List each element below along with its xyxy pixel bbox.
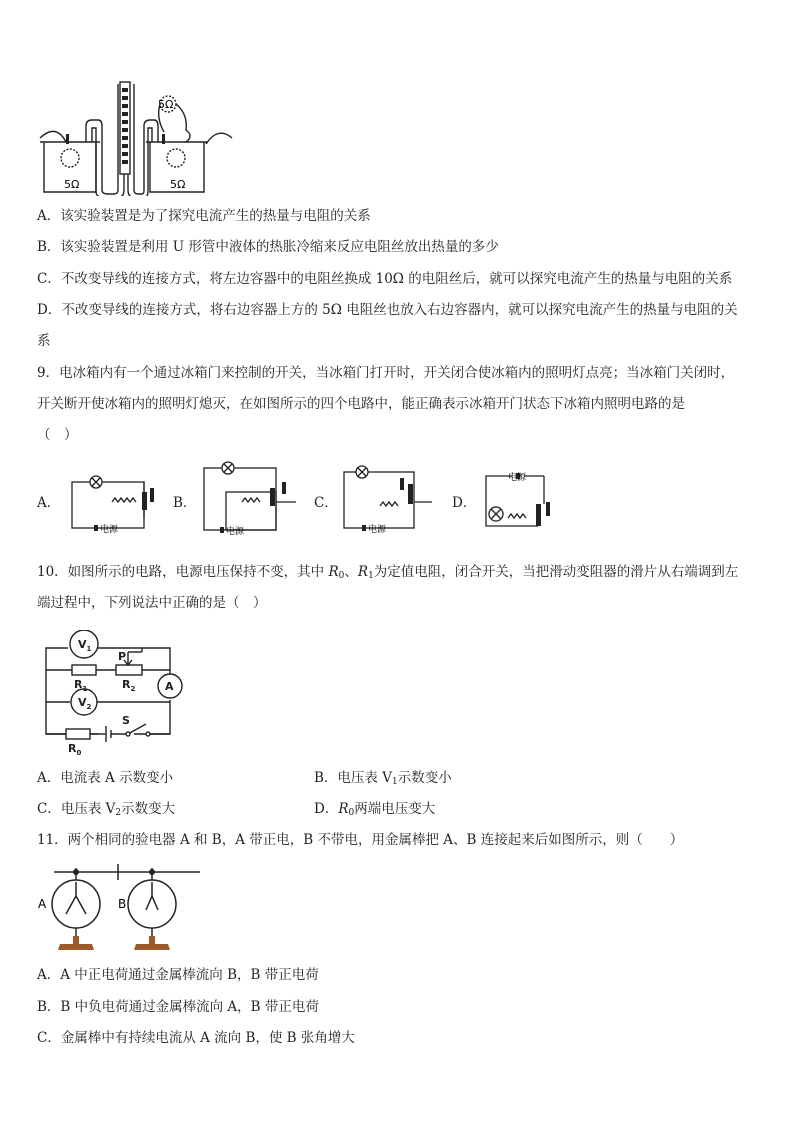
q8-top-resistor-label: 5Ω xyxy=(158,98,174,111)
q8-option-d-line1: D．不改变导线的连接方式，将右边容器上方的 5Ω 电阻丝也放入右边容器内，就可以探究电流产生的热量与电阻的关 xyxy=(37,302,738,318)
q8-option-a: A．该实验装置是为了探究电流产生的热量与电阻的关系 xyxy=(37,208,371,224)
q10-r2-label: R xyxy=(122,678,131,691)
q10-stem1-r1: R xyxy=(357,564,369,580)
q10-v1-sub: 1 xyxy=(86,645,92,653)
q10-ammeter-label: A xyxy=(165,680,174,693)
q10-option-d-r: R xyxy=(338,801,349,817)
q10-option-d-b: 两端电压变大 xyxy=(354,801,436,817)
q10-r2-sub: 2 xyxy=(130,685,136,693)
q10-stem1-b: 为定值电阻，闭合开关，当把滑动变阻器的滑片从右端调到左 xyxy=(373,564,739,580)
q9-stem-line2: 开关断开使冰箱内的照明灯熄灭，在如图所示的四个电路中，能正确表示冰箱开门状态下冰箱内照明电路的是 xyxy=(37,396,685,412)
q10-circuit-figure xyxy=(38,630,188,758)
q10-option-c-a: C．电压表 V xyxy=(37,801,116,817)
q11-stem: 11．两个相同的验电器 A 和 B，A 带正电，B 不带电，用金属棒把 A、B 连接起来后如图所示，则（ ） xyxy=(37,832,684,848)
q9-a-power-label: 电源 xyxy=(100,525,119,535)
q10-stem-line1 xyxy=(37,562,738,586)
q9-circuit-b xyxy=(200,458,300,538)
q9-label-b: B． xyxy=(173,495,197,511)
q10-option-b xyxy=(314,768,452,792)
q9-c-power-label: 电源 xyxy=(368,525,387,535)
q10-option-d-sub: 0 xyxy=(348,808,355,818)
q10-stem-line2: 端过程中，下列说法中正确的是（ ） xyxy=(37,595,267,611)
q8-option-c: C．不改变导线的连接方式，将左边容器中的电阻丝换成 10Ω 的电阻丝后，就可以探究电流产生的热量与电阻的关系 xyxy=(37,271,733,287)
q10-option-b-b: 示数变小 xyxy=(397,770,452,786)
q9-label-d: D． xyxy=(452,495,477,511)
q10-r1-label: R xyxy=(74,678,83,691)
q10-option-c-sub: 2 xyxy=(115,808,122,818)
q10-p-label: P xyxy=(118,650,127,663)
q10-r0-sub: 0 xyxy=(76,749,82,757)
q10-option-c-b: 示数变大 xyxy=(121,801,176,817)
q10-r1-sub: 1 xyxy=(82,685,88,693)
q10-option-a: A．电流表 A 示数变小 xyxy=(37,770,174,786)
q10-s-label: S xyxy=(122,714,130,727)
q8-option-d-line2: 系 xyxy=(37,333,51,349)
q10-stem1-r1-sub: 1 xyxy=(368,571,374,581)
q9-stem-line1: 9．电冰箱内有一个通过冰箱门来控制的开关，当冰箱门打开时，开关闭合使冰箱内的照明灯点亮；当冰箱门关闭时， xyxy=(37,365,735,381)
q9-circuit-d xyxy=(478,466,578,536)
q10-stem1-a: 10．如图所示的电路，电源电压保持不变，其中 xyxy=(37,564,329,580)
q9-b-power-label: 电源 xyxy=(226,527,245,537)
q9-label-a: A． xyxy=(37,495,61,511)
q10-option-d-a: D． xyxy=(314,801,339,817)
q11-label-b: B xyxy=(118,897,127,911)
q9-circuit-a xyxy=(68,468,168,538)
q10-v2-label: V xyxy=(78,696,87,709)
q10-option-d xyxy=(314,799,435,823)
q9-label-c: C． xyxy=(314,495,338,511)
q8-joule-heating-figure xyxy=(36,78,236,196)
q10-stem1-r0: R xyxy=(328,564,339,580)
q10-v1-label: V xyxy=(78,638,87,651)
svg-text:R0 xyxy=(68,742,81,757)
q8-right-resistor-label: 5Ω xyxy=(170,178,186,191)
q11-electroscope-figure xyxy=(36,858,216,958)
q11-label-a: A xyxy=(38,897,47,911)
q11-option-b: B．B 中负电荷通过金属棒流向 A，B 带正电荷 xyxy=(37,999,319,1015)
svg-text:R1 xyxy=(74,678,87,693)
q8-left-resistor-label: 5Ω xyxy=(64,178,80,191)
q9-stem-line3: （ ） xyxy=(37,427,78,443)
q10-stem1-sep: 、 xyxy=(344,564,358,580)
q10-stem1-r0-sub: 0 xyxy=(338,571,345,581)
q10-v2-sub: 2 xyxy=(86,703,92,711)
svg-text:R2 xyxy=(122,678,135,693)
q8-option-b: B．该实验装置是利用 U 形管中液体的热胀冷缩来反应电阻丝放出热量的多少 xyxy=(37,239,499,255)
q10-option-b-sub: 1 xyxy=(391,777,398,787)
q10-option-c xyxy=(37,799,175,823)
q11-option-c: C．金属棒中有持续电流从 A 流向 B，使 B 张角增大 xyxy=(37,1030,355,1046)
q10-r0-label: R xyxy=(68,742,77,755)
q9-circuit-c xyxy=(340,458,440,538)
q11-option-a: A．A 中正电荷通过金属棒流向 B，B 带正电荷 xyxy=(37,967,319,983)
q10-option-b-a: B．电压表 V xyxy=(314,770,392,786)
q9-d-power-label: 电源 xyxy=(508,473,527,483)
